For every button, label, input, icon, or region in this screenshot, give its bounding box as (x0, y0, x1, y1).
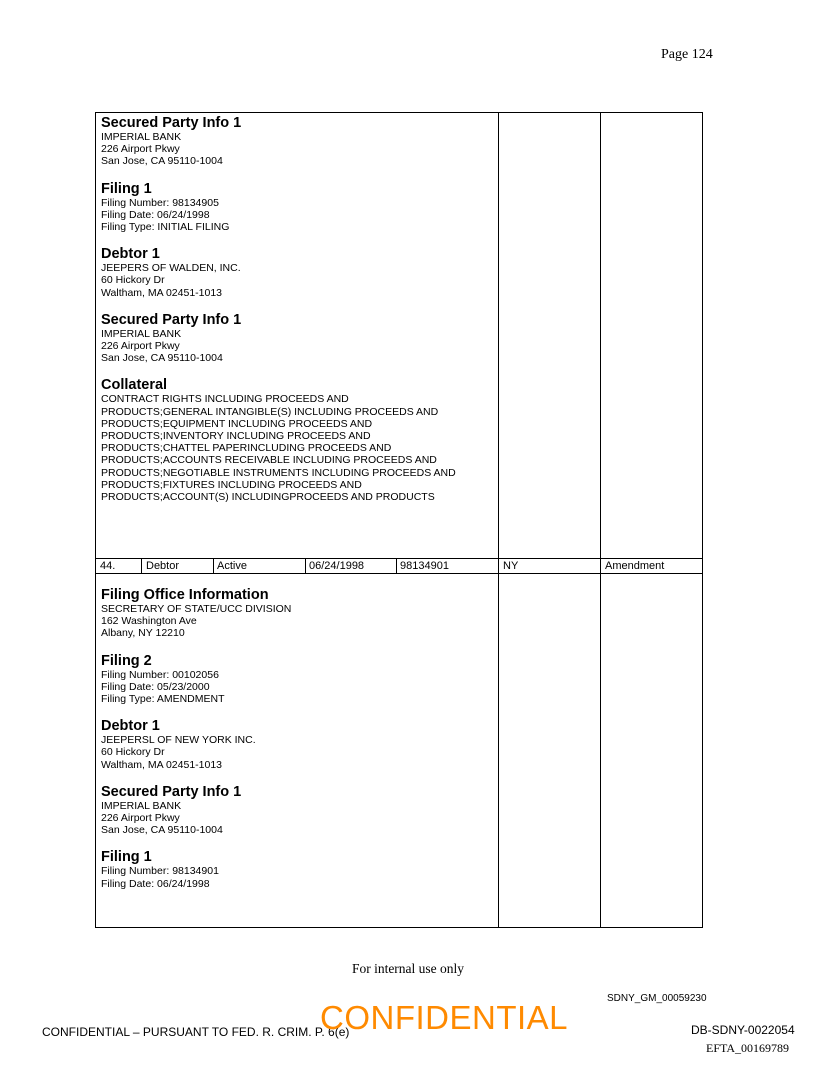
top-record-details (101, 115, 496, 503)
text-line: San Jose, CA 95110-1004 (101, 824, 223, 837)
bates-number-db: DB-SDNY-0022054 (691, 1023, 795, 1037)
text-line: San Jose, CA 95110-1004 (101, 352, 223, 365)
text-line: IMPERIAL BANK (101, 327, 182, 340)
row-date: 06/24/1998 (309, 560, 365, 572)
text-line: PRODUCTS;EQUIPMENT INCLUDING PROCEEDS AND (101, 417, 373, 430)
row-number: 44. (100, 560, 116, 572)
text-line: PRODUCTS;NEGOTIABLE INSTRUMENTS INCLUDING PROCEEDS AND (101, 466, 456, 479)
text-line: Filing Date: 06/24/1998 (101, 208, 210, 221)
efta-number: EFTA_00169789 (706, 1041, 790, 1055)
text-line: JEEPERS OF WALDEN, INC. (101, 262, 241, 275)
row-status: Active (217, 560, 247, 572)
row-divider (96, 573, 702, 574)
cell-divider (396, 558, 397, 573)
page-number: Page 124 (661, 47, 713, 62)
cell-divider (305, 558, 306, 573)
debtor-section (101, 246, 496, 299)
text-line: Filing Number: 98134905 (101, 196, 219, 209)
confidential-notice: CONFIDENTIAL – PURSUANT TO FED. R. CRIM. P. 6(e) (42, 1025, 350, 1039)
section-title: Secured Party Info 1 (101, 115, 242, 131)
text-line: Filing Number: 98134901 (101, 865, 219, 878)
section-title: Secured Party Info 1 (101, 311, 242, 328)
filing-section (101, 181, 496, 234)
filing-section (101, 849, 496, 889)
text-line: IMPERIAL BANK (101, 799, 182, 812)
secured-party-section (101, 115, 496, 168)
text-line: Filing Number: 00102056 (101, 668, 219, 681)
text-line: PRODUCTS;ACCOUNT(S) INCLUDINGPROCEEDS AND PRODUCTS (101, 491, 435, 504)
secured-party-section (101, 784, 496, 837)
text-line: Waltham, MA 02451-1013 (101, 758, 223, 771)
filing-office-section (101, 587, 496, 640)
collateral-section (101, 377, 496, 503)
section-title: Debtor 1 (101, 246, 160, 263)
debtor-section (101, 718, 496, 771)
section-title: Filing 1 (101, 180, 152, 197)
text-line: PRODUCTS;FIXTURES INCLUDING PROCEEDS AND (101, 478, 362, 491)
section-title: Secured Party Info 1 (101, 783, 242, 800)
text-line: PRODUCTS;CHATTEL PAPERINCLUDING PROCEEDS AND (101, 442, 392, 455)
cell-divider (213, 558, 214, 573)
column-divider (600, 113, 601, 927)
text-line: JEEPERSL OF NEW YORK INC. (101, 734, 256, 747)
text-line: PRODUCTS;ACCOUNTS RECEIVABLE INCLUDING PROCEEDS AND (101, 454, 437, 467)
text-line: Filing Type: AMENDMENT (101, 693, 225, 706)
row-type: Amendment (605, 560, 665, 572)
text-line: 60 Hickory Dr (101, 274, 165, 287)
section-title: Filing 2 (101, 652, 152, 669)
text-line: 162 Washington Ave (101, 615, 197, 628)
section-title: Collateral (101, 377, 168, 394)
text-line: Filing Date: 05/23/2000 (101, 680, 210, 693)
text-line: 226 Airport Pkwy (101, 143, 180, 156)
internal-use-notice: For internal use only (351, 961, 465, 976)
section-title: Debtor 1 (101, 718, 160, 735)
text-line: Filing Date: 06/24/1998 (101, 877, 210, 890)
text-line: 226 Airport Pkwy (101, 340, 180, 353)
text-line: CONTRACT RIGHTS INCLUDING PROCEEDS AND (101, 393, 349, 406)
cell-divider (141, 558, 142, 573)
text-line: Filing Type: INITIAL FILING (101, 221, 230, 234)
bottom-record-details (101, 587, 496, 890)
confidential-stamp: CONFIDENTIAL (320, 999, 569, 1036)
text-line: IMPERIAL BANK (101, 131, 182, 143)
row-divider (96, 558, 702, 559)
ucc-filing-table (95, 112, 703, 928)
section-title: Filing 1 (101, 849, 152, 866)
text-line: 60 Hickory Dr (101, 746, 165, 759)
row-filing-number: 98134901 (400, 560, 449, 572)
text-line: SECRETARY OF STATE/UCC DIVISION (101, 603, 292, 615)
text-line: Waltham, MA 02451-1013 (101, 286, 223, 299)
bates-number-sdny: SDNY_GM_00059230 (607, 993, 707, 1004)
filing-section (101, 653, 496, 706)
text-line: San Jose, CA 95110-1004 (101, 155, 223, 168)
row-state: NY (503, 560, 519, 572)
section-title: Filing Office Information (101, 587, 269, 603)
text-line: PRODUCTS;INVENTORY INCLUDING PROCEEDS AND (101, 430, 371, 443)
text-line: 226 Airport Pkwy (101, 812, 180, 825)
text-line: PRODUCTS;GENERAL INTANGIBLE(S) INCLUDING PROCEEDS AND (101, 405, 439, 418)
row-role: Debtor (146, 560, 180, 572)
column-divider (498, 113, 499, 927)
text-line: Albany, NY 12210 (101, 627, 185, 640)
secured-party-section (101, 312, 496, 365)
